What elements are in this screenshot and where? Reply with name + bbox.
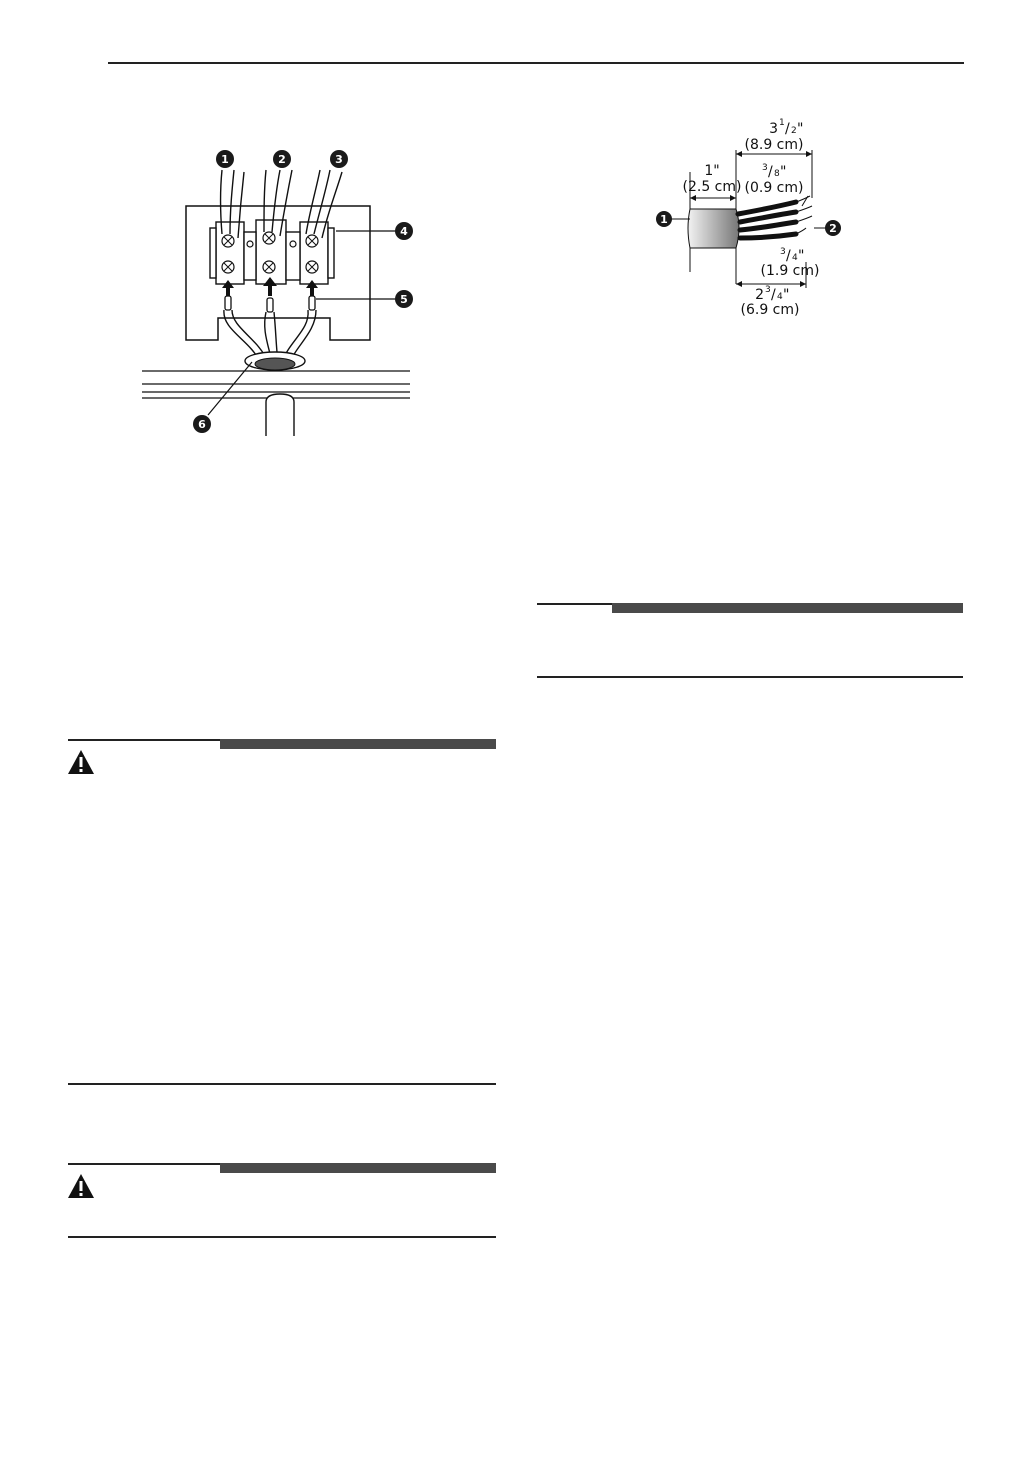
dim-total-cm: (8.9 cm) (744, 137, 804, 153)
dim-wire-slash: / (771, 287, 776, 303)
dim-wire-unit: " (783, 287, 790, 303)
callout-3 (330, 150, 348, 168)
cable-callout-2 (825, 220, 841, 236)
warning-box-1-bottom-rule (68, 1083, 496, 1085)
svg-text:3: 3 (335, 153, 343, 166)
svg-text:4: 4 (400, 225, 408, 238)
dim-jacket: 1" (704, 163, 720, 179)
dim-wire-cm: (6.9 cm) (740, 302, 800, 318)
svg-text:6: 6 (198, 418, 206, 431)
dim-hook-cm: (1.9 cm) (760, 263, 820, 279)
dim-total-den: 2 (791, 126, 797, 136)
dim-hook-unit: " (798, 248, 805, 264)
dim-total-slash: / (785, 121, 790, 137)
cable-callout-1 (656, 211, 672, 227)
dim-total-whole: 3 (769, 121, 778, 137)
warning-icon (67, 1173, 95, 1199)
dim-hook-den: 4 (792, 253, 798, 263)
dim-hook-num: 3 (780, 247, 786, 257)
svg-text:1: 1 (660, 213, 668, 226)
svg-text:2: 2 (829, 222, 837, 235)
callout-1 (216, 150, 234, 168)
warning-box-2-bottom-rule (68, 1236, 496, 1238)
note-box-bottom-rule (537, 676, 963, 678)
warning-box-1-header-bar (220, 739, 496, 749)
svg-text:5: 5 (400, 293, 408, 306)
terminal-block-diagram (130, 140, 430, 440)
dim-total-num: 1 (779, 118, 785, 128)
callout-2 (273, 150, 291, 168)
dim-strip-cm: (0.9 cm) (744, 180, 804, 196)
dim-wire-whole: 2 (755, 287, 764, 303)
dim-hook-slash: / (786, 248, 791, 264)
dim-wire-den: 4 (777, 292, 783, 302)
dim-strip-unit: " (780, 164, 787, 180)
header-rule (108, 62, 964, 64)
dim-wire-num: 3 (765, 285, 771, 295)
svg-text:1: 1 (221, 153, 229, 166)
dim-total-unit: " (797, 121, 804, 137)
dim-strip-slash: / (768, 164, 773, 180)
dim-strip-den: 8 (774, 169, 780, 179)
callout-6 (193, 415, 211, 433)
note-box-header-bar (612, 603, 963, 613)
svg-text:2: 2 (278, 153, 286, 166)
dim-jacket-cm: (2.5 cm) (682, 179, 742, 195)
dim-strip-num: 3 (762, 163, 768, 173)
callout-4 (395, 222, 413, 240)
cable-strip-diagram (650, 112, 850, 322)
warning-box-2-header-bar (220, 1163, 496, 1173)
warning-icon (67, 749, 95, 775)
callout-5 (395, 290, 413, 308)
